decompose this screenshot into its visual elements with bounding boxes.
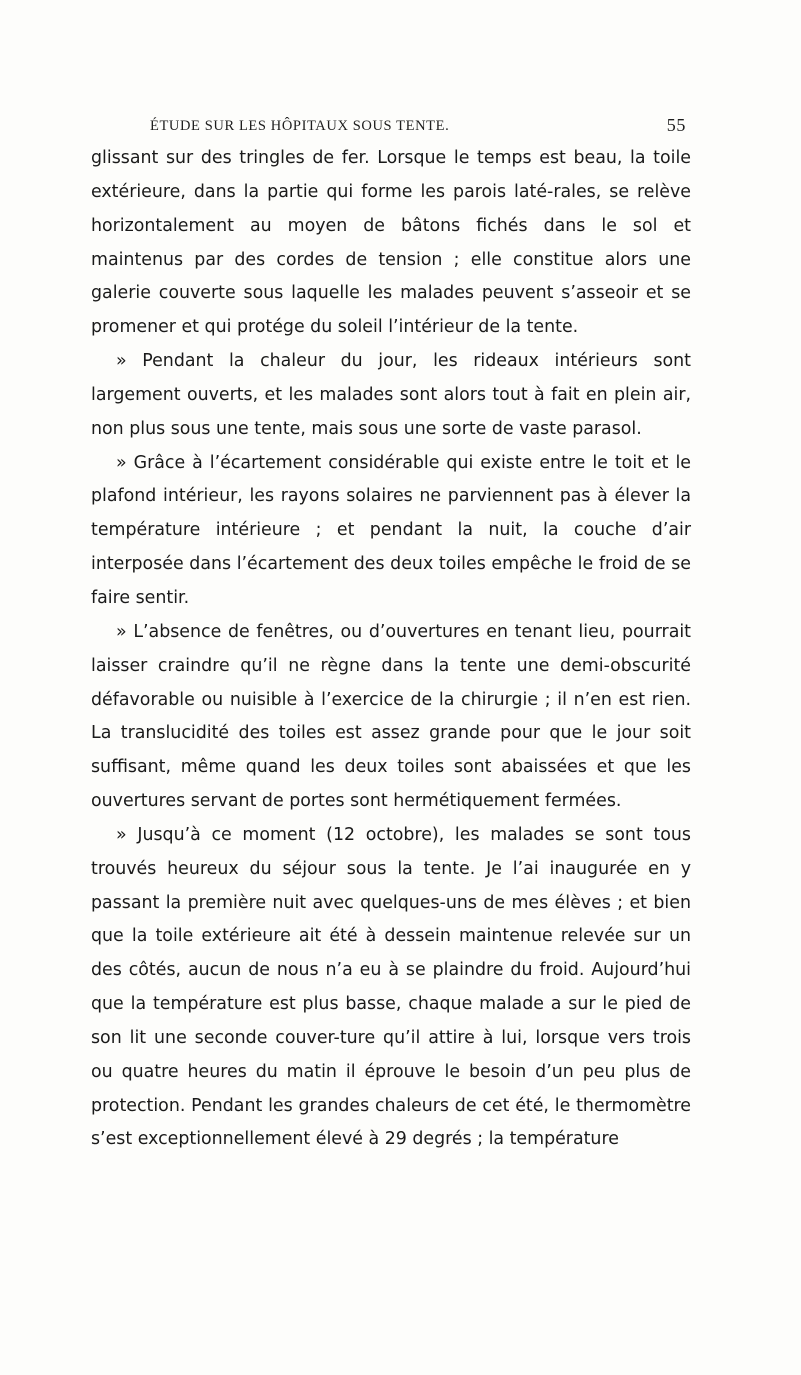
page-number: 55 <box>666 115 686 135</box>
body-text <box>91 142 691 1157</box>
paragraph-continuation: glissant sur des tringles de fer. Lorsque le temps est beau, la toile extérieure, dans la partie qui forme les parois laté-rales, se relève horizontalement au moyen de bâtons fichés dans le sol et maintenus par des cordes de tension ; elle constitue alors une galerie couverte sous laquelle les malades peuvent s’asseoir et se promener et qui protége du soleil l’intérieur de la tente. <box>91 148 691 338</box>
running-head <box>150 115 686 140</box>
running-title: ÉTUDE SUR LES HÔPITAUX SOUS TENTE. <box>150 118 450 134</box>
paragraph-october-report: » Jusqu’à ce moment (12 octobre), les malades se sont tous trouvés heureux du séjour sous la tente. Je l’ai inaugurée en y passant la première nuit avec quelques-uns de mes élèves ; et bien que la toile extérieure ait été à dessein maintenue relevée sur un des côtés, aucun de nous n’a eu à se plaindre du froid. Aujourd’hui que la température est plus basse, chaque malade a sur le pied de son lit une seconde couver-ture qu’il attire à lui, lorsque vers trois ou quatre heures du matin il éprouve le besoin d’un peu plus de protection. Pendant les grandes chaleurs de cet été, le thermomètre s’est exceptionnellement élevé à 29 degrés ; la température <box>91 824 691 1150</box>
paragraph-translucency: » L’absence de fenêtres, ou d’ouvertures en tenant lieu, pourrait laisser craindre qu’il ne règne dans la tente une demi-obscurité défavorable ou nuisible à l’exercice de la chirurgie ; il n’en est rien. La translucidité des toiles est assez grande pour que le jour soit suffisant, même quand les deux toiles sont abaissées et que les ouvertures servant de portes sont hermétiquement fermées. <box>91 621 691 812</box>
paragraph-roof-spacing: » Grâce à l’écartement considérable qui existe entre le toit et le plafond intérieur, les rayons solaires ne parviennent pas à élever la température intérieure ; et pendant la nuit, la couche d’air interposée dans l’écartement des deux toiles empêche le froid de se faire sentir. <box>91 452 691 608</box>
paragraph-daytime-heat: » Pendant la chaleur du jour, les rideaux intérieurs sont largement ouverts, et les malades sont alors tout à fait en plein air, non plus sous une tente, mais sous une sorte de vaste parasol. <box>91 351 691 439</box>
